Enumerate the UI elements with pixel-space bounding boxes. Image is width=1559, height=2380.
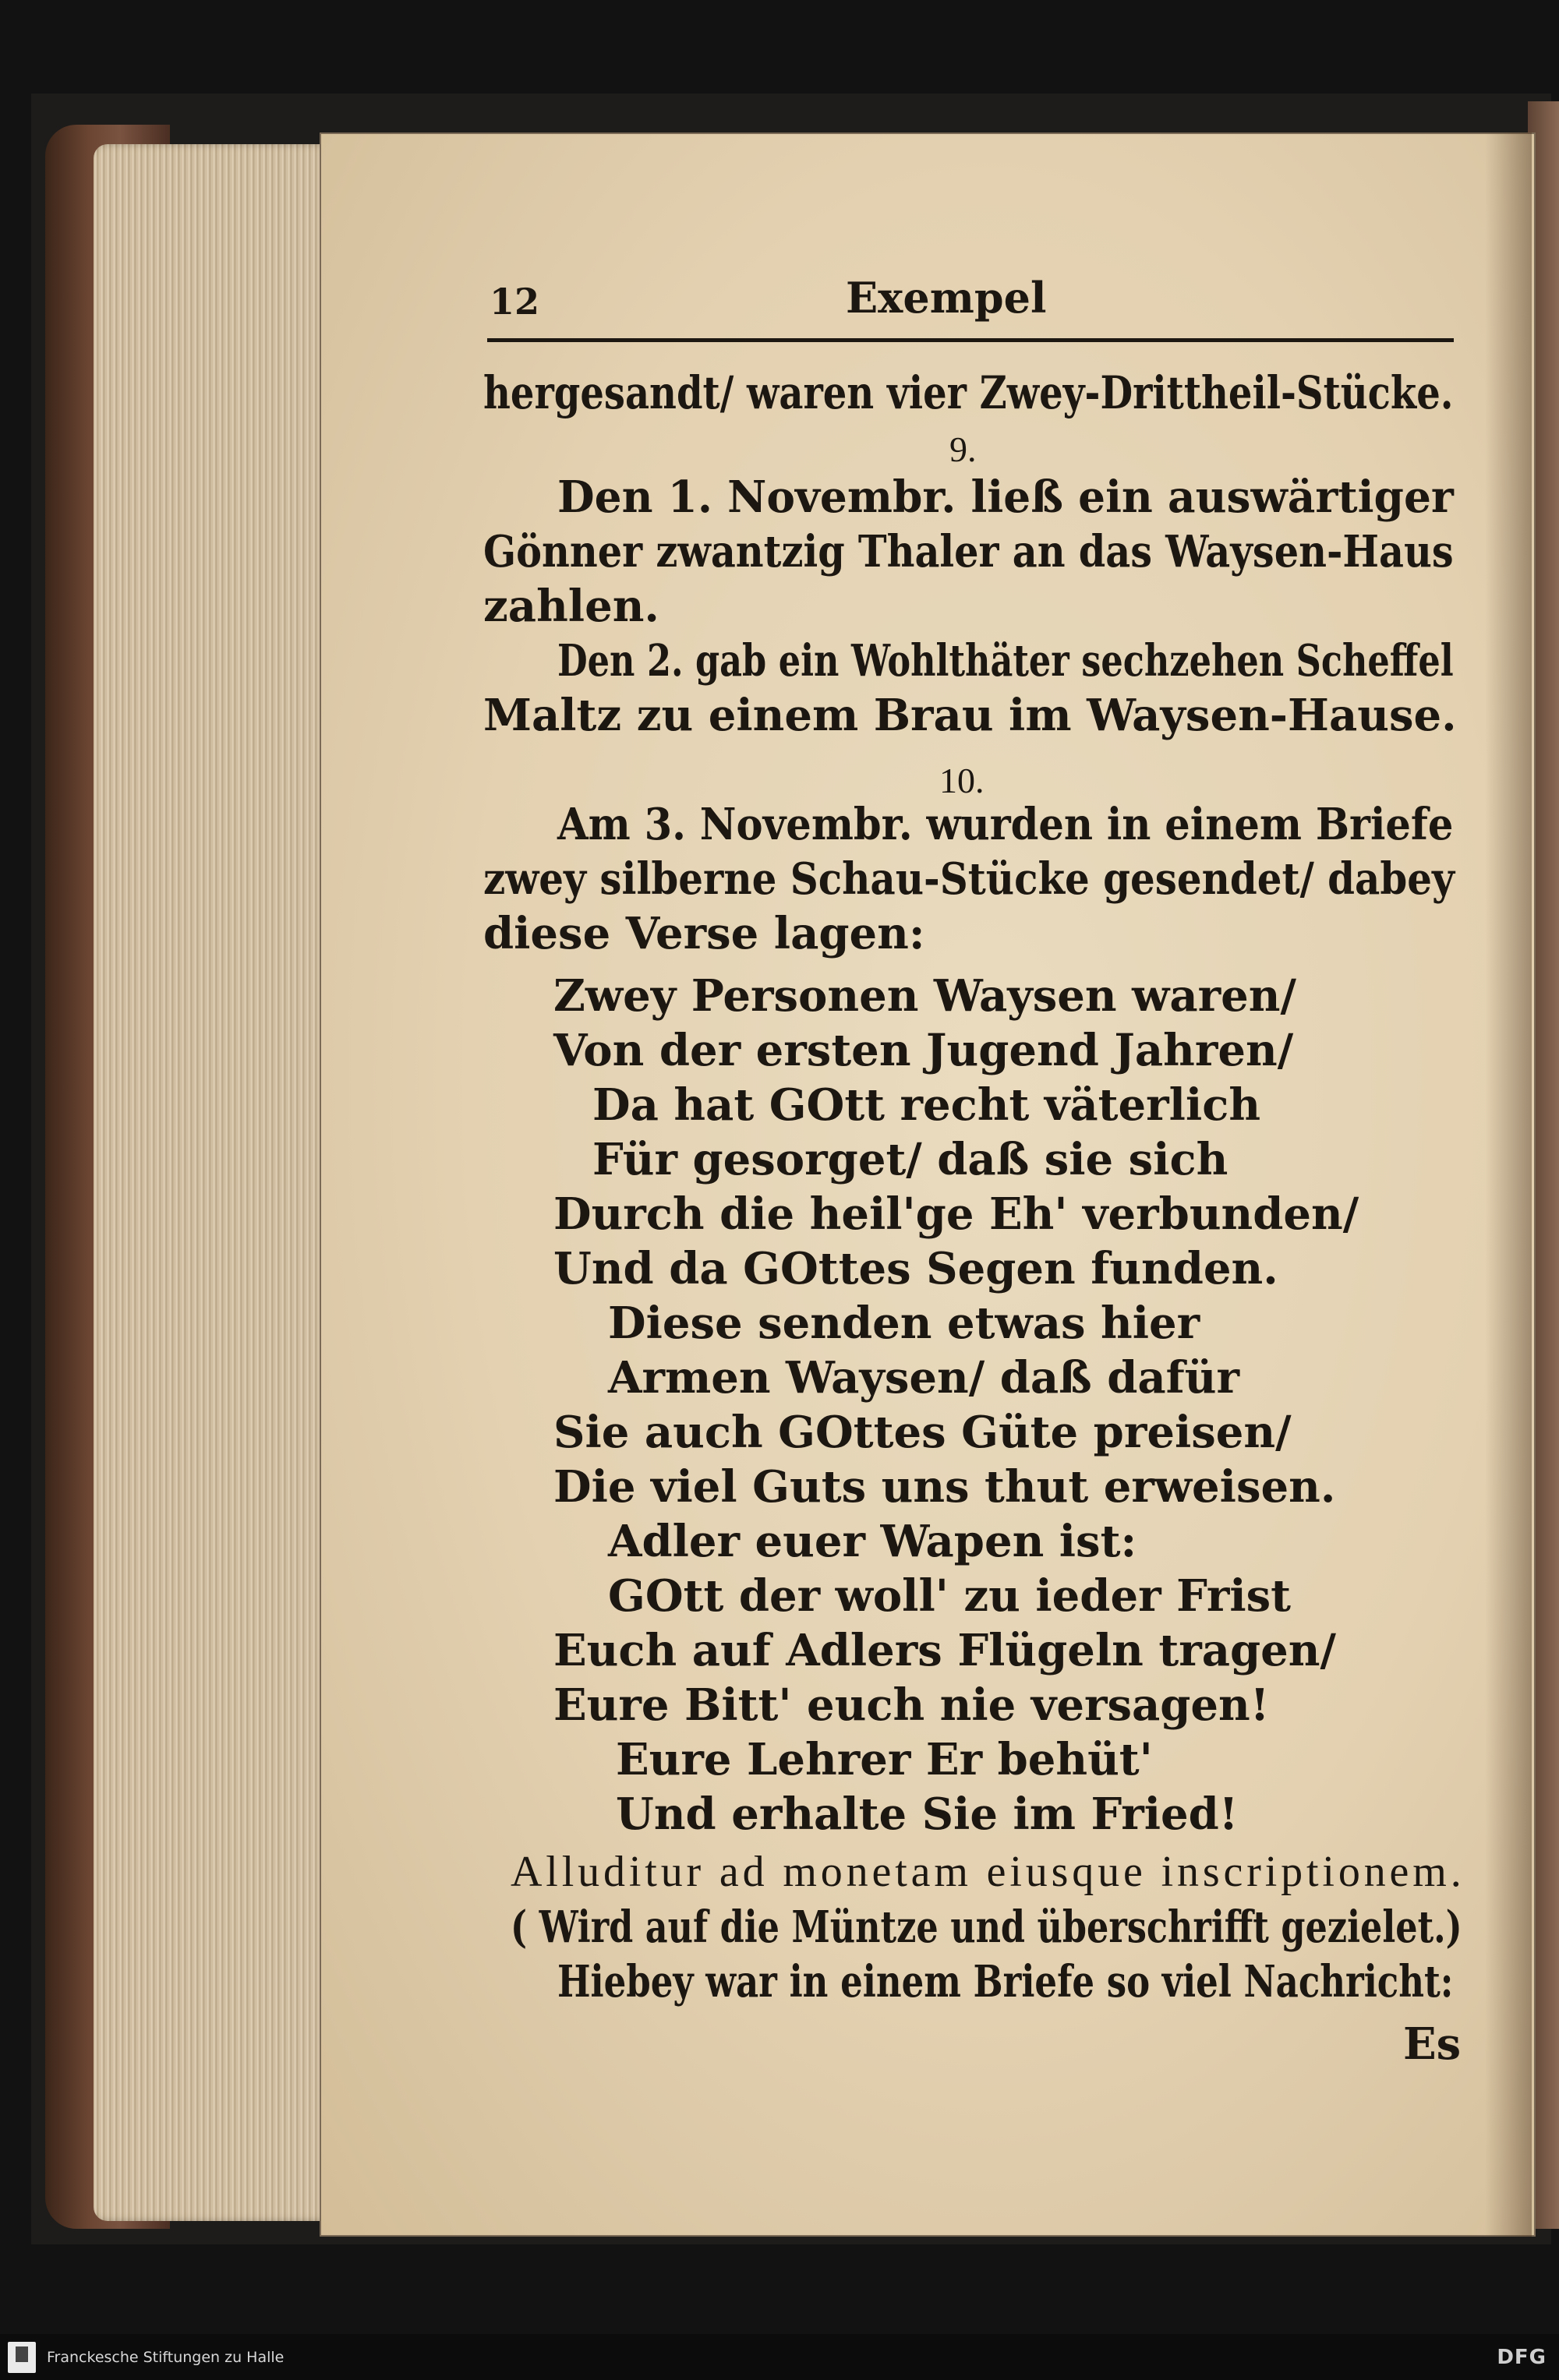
page-stack-edge [94, 144, 351, 2221]
text-line: Hiebey war in einem Briefe so viel Nachricht: [557, 1956, 1454, 2007]
text-line: GOtt der woll' zu ieder Frist [608, 1570, 1292, 1622]
text-line: ( Wird auf die Müntze und überschrifft gezielet.) [511, 1902, 1462, 1953]
running-head: Exempel [846, 273, 1047, 323]
text-line: Adler euer Wapen ist: [608, 1516, 1137, 1567]
text-line: zwey silberne Schau-Stücke gesendet/ dabey [483, 853, 1455, 905]
page-number: 12 [490, 281, 540, 323]
text-line: Den 2. gab ein Wohlthäter sechzehen Scheffel [557, 635, 1454, 687]
text-line: 10. [939, 761, 985, 800]
text-line: Am 3. Novembr. wurden in einem Briefe [557, 799, 1454, 850]
page-gutter [1485, 132, 1532, 2237]
text-line: Zwey Personen Waysen waren/ [553, 970, 1296, 1022]
text-line: Von der ersten Jugend Jahren/ [553, 1025, 1294, 1076]
text-line: Diese senden etwas hier [608, 1298, 1200, 1349]
text-line: Für gesorget/ daß sie sich [592, 1134, 1228, 1185]
text-line: 9. [949, 429, 977, 469]
text-line: Eure Lehrer Er behüt' [616, 1734, 1153, 1785]
text-line: Und da GOttes Segen funden. [553, 1243, 1278, 1294]
viewer-footer [0, 2334, 1559, 2380]
footer-institution [0, 2342, 284, 2373]
text-line: hergesandt/ waren vier Zwey-Drittheil-Stücke. [483, 366, 1454, 419]
text-line: Es [1403, 2018, 1462, 2070]
text-line: Eure Bitt' euch nie versagen! [553, 1679, 1270, 1731]
institution-name: Franckesche Stiftungen zu Halle [47, 2348, 285, 2366]
text-line: Sie auch GOttes Güte preisen/ [553, 1407, 1292, 1458]
text-line: Durch die heil'ge Eh' verbunden/ [553, 1188, 1359, 1240]
text-line: Gönner zwantzig Thaler an das Waysen-Haus [483, 526, 1454, 577]
text-line: zahlen. [483, 581, 659, 632]
dfg-badge: DFG [1497, 2345, 1547, 2369]
foundation-logo-icon [8, 2342, 36, 2373]
text-line: Euch auf Adlers Flügeln tragen/ [553, 1625, 1336, 1676]
text-line: Armen Waysen/ daß dafür [608, 1352, 1239, 1404]
header-rule [487, 338, 1454, 342]
text-line: Und erhalte Sie im Fried! [616, 1789, 1239, 1840]
text-line: diese Verse lagen: [483, 908, 925, 959]
text-line: Alluditur ad monetam eiusque inscriptionem. [511, 1848, 1465, 1896]
text-line: Maltz zu einem Brau im Waysen-Hause. [483, 690, 1457, 741]
text-line: Die viel Guts uns thut erweisen. [553, 1461, 1336, 1513]
text-line: Den 1. Novembr. ließ ein auswärtiger [557, 471, 1454, 523]
text-line: Da hat GOtt recht väterlich [592, 1079, 1261, 1131]
